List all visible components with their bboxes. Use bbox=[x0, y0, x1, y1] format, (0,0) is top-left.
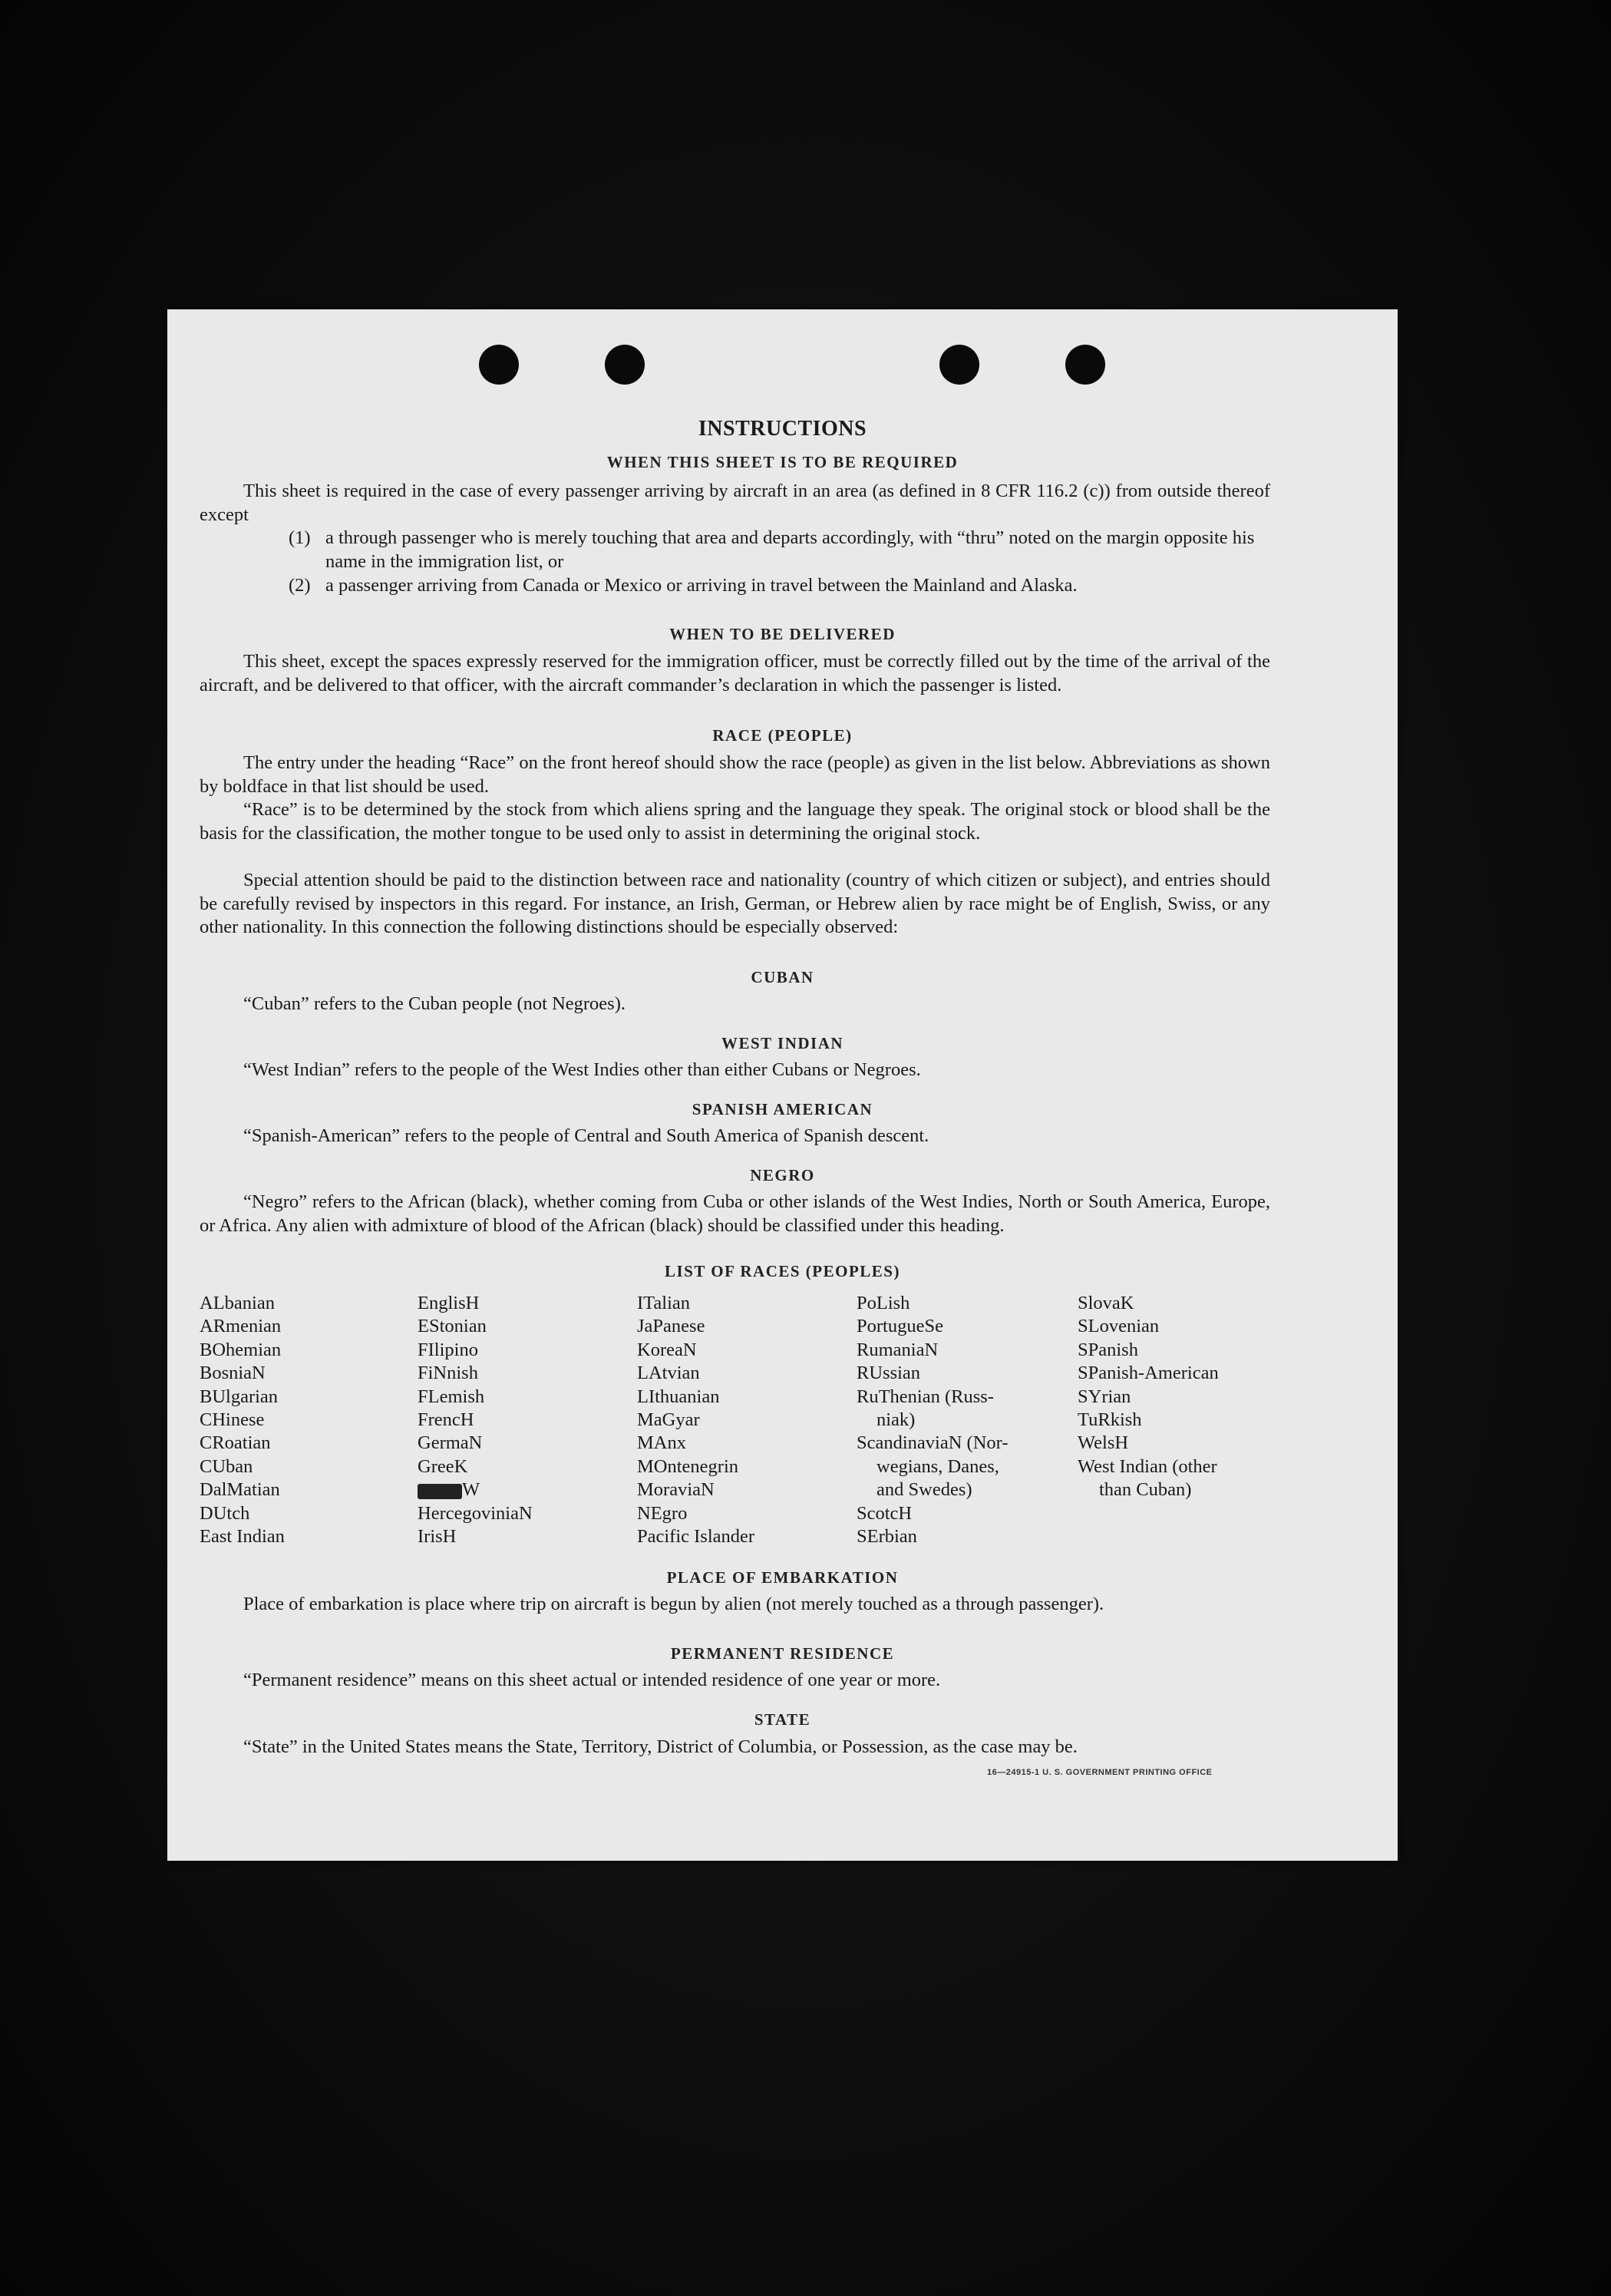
race-entry: EStonian bbox=[418, 1316, 487, 1337]
race-entry: ScotcH bbox=[857, 1502, 913, 1524]
race-entry: EnglisH bbox=[418, 1293, 480, 1313]
race-entry: East Indian bbox=[200, 1526, 285, 1548]
race-entry: DalMatian bbox=[200, 1479, 280, 1501]
race-entry: TuRkish bbox=[1078, 1409, 1142, 1431]
item-text: a passenger arriving from Canada or Mexico or arriving in travel between the Mainland and Alaska. bbox=[325, 575, 1078, 596]
item-number: (2) bbox=[289, 575, 311, 596]
race-entry: ALbanian bbox=[200, 1293, 275, 1313]
paragraph: “State” in the United States means the State, Territory, District of Columbia, or Possession, as the case may be. bbox=[243, 1736, 1078, 1757]
race-entry: CUban bbox=[200, 1455, 253, 1477]
redacted-race-entry bbox=[418, 1478, 533, 1501]
paragraph: “Race” is to be determined by the stock from which aliens spring and the language they speak. The original stock or blood shall be the basis for the classification, the mother tongue to be used only to assist in determining the original stock. bbox=[200, 799, 1270, 844]
paragraph: “Cuban” refers to the Cuban people (not Negroes). bbox=[243, 993, 626, 1014]
race-entry: BOhemian bbox=[200, 1339, 282, 1360]
list-item bbox=[289, 574, 1271, 598]
race-entry: SPanish bbox=[1078, 1339, 1138, 1360]
races-column-4 bbox=[857, 1292, 1008, 1548]
race-entry: BUlgarian bbox=[200, 1386, 279, 1407]
paragraph: This sheet is required in the case of every passenger arriving by aircraft in an area (as defined in 8 CFR 116.2 (c)) from outside thereof except bbox=[200, 481, 1270, 525]
race-entry: FIlipino bbox=[418, 1339, 478, 1360]
punch-hole bbox=[605, 345, 645, 385]
paragraph: Special attention should be paid to the distinction between race and nationality (country of which citizen or subject), and entries should be carefully revised by inspectors in this regard. For instance, an Irish, German, or Hebrew alien by race might be of English, Swiss, or any other nationality. In this connection the following distinctions should be especially observed: bbox=[200, 870, 1270, 937]
race-entry: MAnx bbox=[637, 1432, 686, 1454]
races-column-3 bbox=[637, 1292, 754, 1548]
races-column-2 bbox=[418, 1292, 533, 1548]
paragraph: “Spanish-American” refers to the people of Central and South America of Spanish descent. bbox=[243, 1125, 929, 1146]
race-entry: ScandinaviaN (Nor- bbox=[857, 1432, 1009, 1454]
paragraph: The entry under the heading “Race” on the front hereof should show the race (people) as given in the list below. Abbreviations as shown by boldface in that list should be used. bbox=[200, 752, 1270, 797]
race-entry: RUssian bbox=[857, 1363, 921, 1384]
race-entry: IrisH bbox=[418, 1526, 457, 1548]
race-entry: Pacific Islander bbox=[637, 1526, 755, 1548]
section-heading: WHEN THIS SHEET IS TO BE REQUIRED bbox=[606, 453, 959, 471]
race-entry: SErbian bbox=[857, 1526, 917, 1548]
race-entry: FiNnish bbox=[418, 1363, 478, 1384]
section-heading: WHEN TO BE DELIVERED bbox=[669, 625, 896, 643]
race-entry: SLovenian bbox=[1078, 1316, 1160, 1337]
race-entry: ITalian bbox=[637, 1293, 691, 1313]
race-entry: NEgro bbox=[637, 1502, 688, 1524]
race-entry: GreeK bbox=[418, 1455, 468, 1477]
race-entry: LAtvian bbox=[637, 1363, 700, 1384]
printer-imprint: 16—24915-1 U. S. GOVERNMENT PRINTING OFFICE bbox=[987, 1768, 1213, 1777]
races-column-1 bbox=[200, 1292, 285, 1548]
race-entry: GermaN bbox=[418, 1432, 483, 1454]
item-number: (1) bbox=[289, 527, 311, 548]
race-entry: PoLish bbox=[857, 1293, 910, 1313]
race-entry-suffix: W bbox=[462, 1479, 480, 1501]
race-entry: DUtch bbox=[200, 1502, 250, 1524]
section-heading: PERMANENT RESIDENCE bbox=[670, 1644, 895, 1663]
section-heading: LIST OF RACES (PEOPLES) bbox=[665, 1262, 900, 1280]
race-entry: niak) bbox=[876, 1409, 916, 1431]
race-entry: HercegoviniaN bbox=[418, 1502, 533, 1524]
race-entry: SYrian bbox=[1078, 1386, 1131, 1407]
page-title: INSTRUCTIONS bbox=[698, 417, 867, 441]
races-column-5 bbox=[1078, 1292, 1219, 1502]
race-entry: FrencH bbox=[418, 1409, 474, 1431]
race-entry: LIthuanian bbox=[637, 1386, 720, 1407]
race-entry: MOntenegrin bbox=[637, 1455, 738, 1477]
race-entry: wegians, Danes, bbox=[876, 1455, 999, 1477]
race-entry: ARmenian bbox=[200, 1316, 282, 1337]
race-entry: and Swedes) bbox=[876, 1479, 972, 1501]
section-heading: PLACE OF EMBARKATION bbox=[666, 1568, 899, 1587]
section-heading: STATE bbox=[754, 1710, 811, 1729]
paragraph: “Permanent residence” means on this sheet actual or intended residence of one year or more. bbox=[243, 1670, 941, 1690]
race-entry: WelsH bbox=[1078, 1432, 1129, 1454]
race-entry: CHinese bbox=[200, 1409, 265, 1431]
section-heading: CUBAN bbox=[751, 968, 814, 986]
race-entry: RumaniaN bbox=[857, 1339, 939, 1360]
race-entry: SPanish-American bbox=[1078, 1363, 1219, 1384]
section-heading: WEST INDIAN bbox=[721, 1034, 844, 1052]
race-entry: FLemish bbox=[418, 1386, 485, 1407]
race-entry: than Cuban) bbox=[1099, 1479, 1192, 1501]
paragraph: “Negro” refers to the African (black), whether coming from Cuba or other islands of the West Indies, North or South America, Europe, or Africa. Any alien with admixture of blood of the African (black) should be classified under this heading. bbox=[200, 1191, 1270, 1236]
race-entry: SlovaK bbox=[1078, 1293, 1134, 1313]
race-entry: JaPanese bbox=[637, 1316, 705, 1337]
paragraph: “West Indian” refers to the people of the West Indies other than either Cubans or Negroes. bbox=[243, 1059, 921, 1080]
race-entry: RuThenian (Russ- bbox=[857, 1386, 994, 1407]
section-heading: NEGRO bbox=[750, 1166, 815, 1184]
race-entry: BosniaN bbox=[200, 1363, 266, 1384]
punch-hole bbox=[939, 345, 979, 385]
section-heading: RACE (PEOPLE) bbox=[712, 726, 853, 745]
document-page bbox=[167, 309, 1398, 1861]
item-text: a through passenger who is merely touching that area and departs accordingly, with “thru” noted on the margin opposite his name in the immigration list, or bbox=[325, 527, 1255, 572]
punch-hole bbox=[1065, 345, 1105, 385]
paragraph: Place of embarkation is place where trip on aircraft is begun by alien (not merely touched as a through passenger). bbox=[243, 1594, 1104, 1614]
race-entry: MaGyar bbox=[637, 1409, 700, 1431]
race-entry: West Indian (other bbox=[1078, 1455, 1217, 1477]
race-entry: MoraviaN bbox=[637, 1479, 715, 1501]
race-entry: PortugueSe bbox=[857, 1316, 943, 1337]
redaction-mark bbox=[418, 1484, 462, 1499]
list-item bbox=[289, 527, 1271, 573]
race-entry: KoreaN bbox=[637, 1339, 697, 1360]
paragraph: This sheet, except the spaces expressly reserved for the immigration officer, must be correctly filled out by the time of the arrival of the aircraft, and be delivered to that officer, with the aircraft commander’s declaration in which the passenger is listed. bbox=[200, 651, 1270, 695]
punch-hole bbox=[479, 345, 519, 385]
race-entry: CRoatian bbox=[200, 1432, 271, 1454]
section-heading: SPANISH AMERICAN bbox=[692, 1100, 873, 1118]
